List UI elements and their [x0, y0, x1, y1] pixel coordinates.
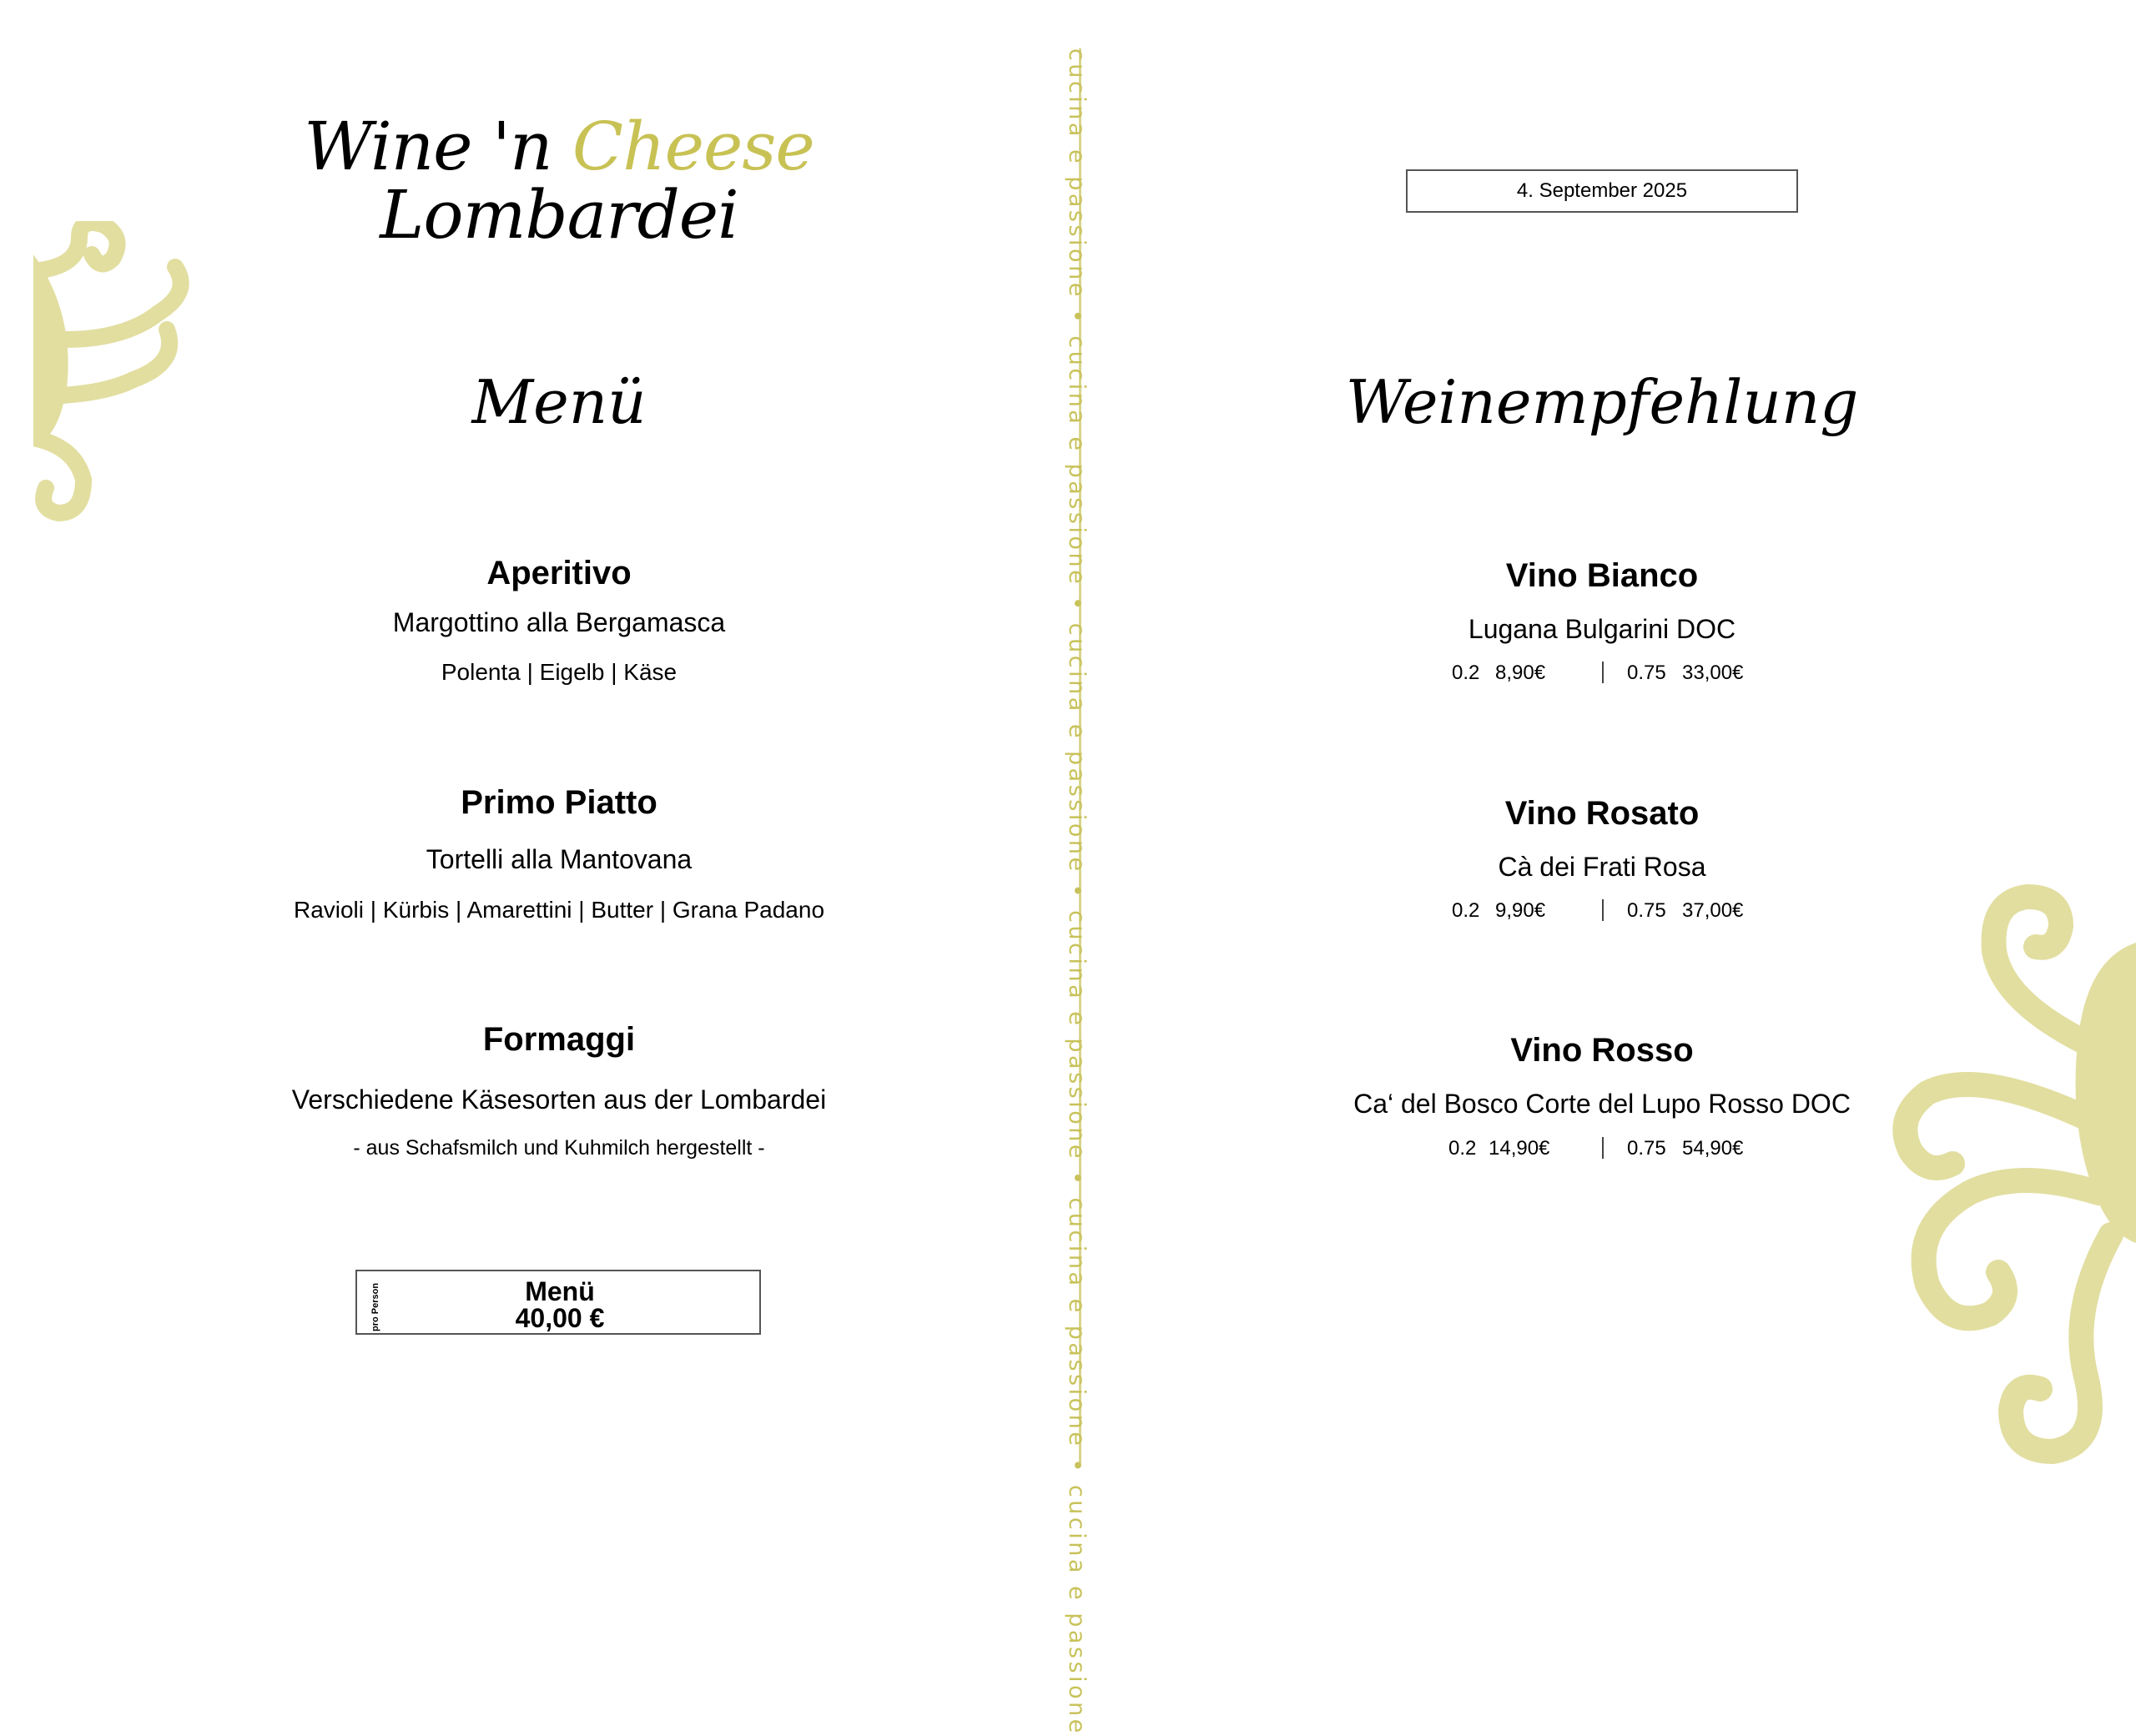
title-line-2: Lombardei: [380, 176, 738, 254]
wine-name-rosso: Ca‘ del Bosco Corte del Lupo Rosso DOC: [1353, 1089, 1851, 1119]
wine-title-rosso: Vino Rosso: [1510, 1032, 1694, 1069]
small-size: 0.2: [1448, 1137, 1477, 1160]
course-title-primo: Primo Piatto: [461, 784, 657, 821]
course-title-formaggi: Formaggi: [482, 1021, 636, 1058]
wine-heading: Weinempfehlung: [1345, 367, 1859, 437]
large-size: 0.75: [1627, 899, 1666, 922]
large-price: 54,90€: [1682, 1137, 1744, 1160]
restaurant-title: [275, 108, 843, 254]
price-divider: [1602, 899, 1604, 921]
course-desc-aperitivo: Polenta | Eigelb | Käse: [441, 659, 678, 685]
title-accent: Cheese: [572, 108, 814, 185]
small-size: 0.2: [1452, 899, 1480, 922]
menu-heading: Menü: [471, 367, 647, 437]
per-person-label: pro Person: [370, 1282, 380, 1331]
course-title-aperitivo: Aperitivo: [486, 555, 632, 591]
large-price: 37,00€: [1682, 899, 1744, 922]
menu-price-box: [355, 1270, 761, 1335]
small-size: 0.2: [1452, 662, 1480, 684]
small-price: 9,90€: [1495, 899, 1546, 922]
large-size: 0.75: [1627, 1137, 1666, 1160]
wine-prices-rosato: [1452, 899, 1752, 924]
price-value: 40,00 €: [515, 1303, 605, 1333]
price-divider: [1602, 1137, 1604, 1159]
vertical-slogan: cucina e passione • cucina e passione • cucina e passione • cucina e passione • cucina e passione • cucina e passione: [1064, 48, 1090, 1736]
wine-title-bianco: Vino Bianco: [1505, 557, 1699, 594]
course-desc-formaggi: - aus Schafsmilch und Kuhmilch hergestellt -: [353, 1136, 765, 1160]
course-dish-primo: Tortelli alla Mantovana: [426, 844, 693, 874]
wine-prices-bianco: [1452, 662, 1752, 687]
course-dish-formaggi: Verschiedene Käsesorten aus der Lombardei: [291, 1084, 827, 1115]
small-price: 14,90€: [1489, 1137, 1550, 1160]
large-size: 0.75: [1627, 662, 1666, 684]
price-label: Menü: [525, 1276, 595, 1306]
octopus-right-icon: [1811, 876, 2136, 1485]
wine-name-bianco: Lugana Bulgarini DOC: [1468, 614, 1736, 644]
wine-prices-rosso: [1448, 1137, 1757, 1162]
large-price: 33,00€: [1682, 662, 1744, 684]
title-part-1: Wine 'n: [304, 108, 572, 185]
title-line-1: [275, 108, 843, 185]
course-desc-primo: Ravioli | Kürbis | Amarettini | Butter | Grana Padano: [293, 897, 825, 923]
wine-title-rosato: Vino Rosato: [1504, 795, 1700, 832]
small-price: 8,90€: [1495, 662, 1546, 684]
wine-name-rosato: Cà dei Frati Rosa: [1498, 852, 1706, 882]
date-box: 4. September 2025: [1406, 169, 1798, 213]
octopus-tentacles-left-icon: [33, 221, 200, 521]
course-dish-aperitivo: Margottino alla Bergamasca: [392, 607, 726, 637]
price-divider: [1602, 662, 1604, 683]
